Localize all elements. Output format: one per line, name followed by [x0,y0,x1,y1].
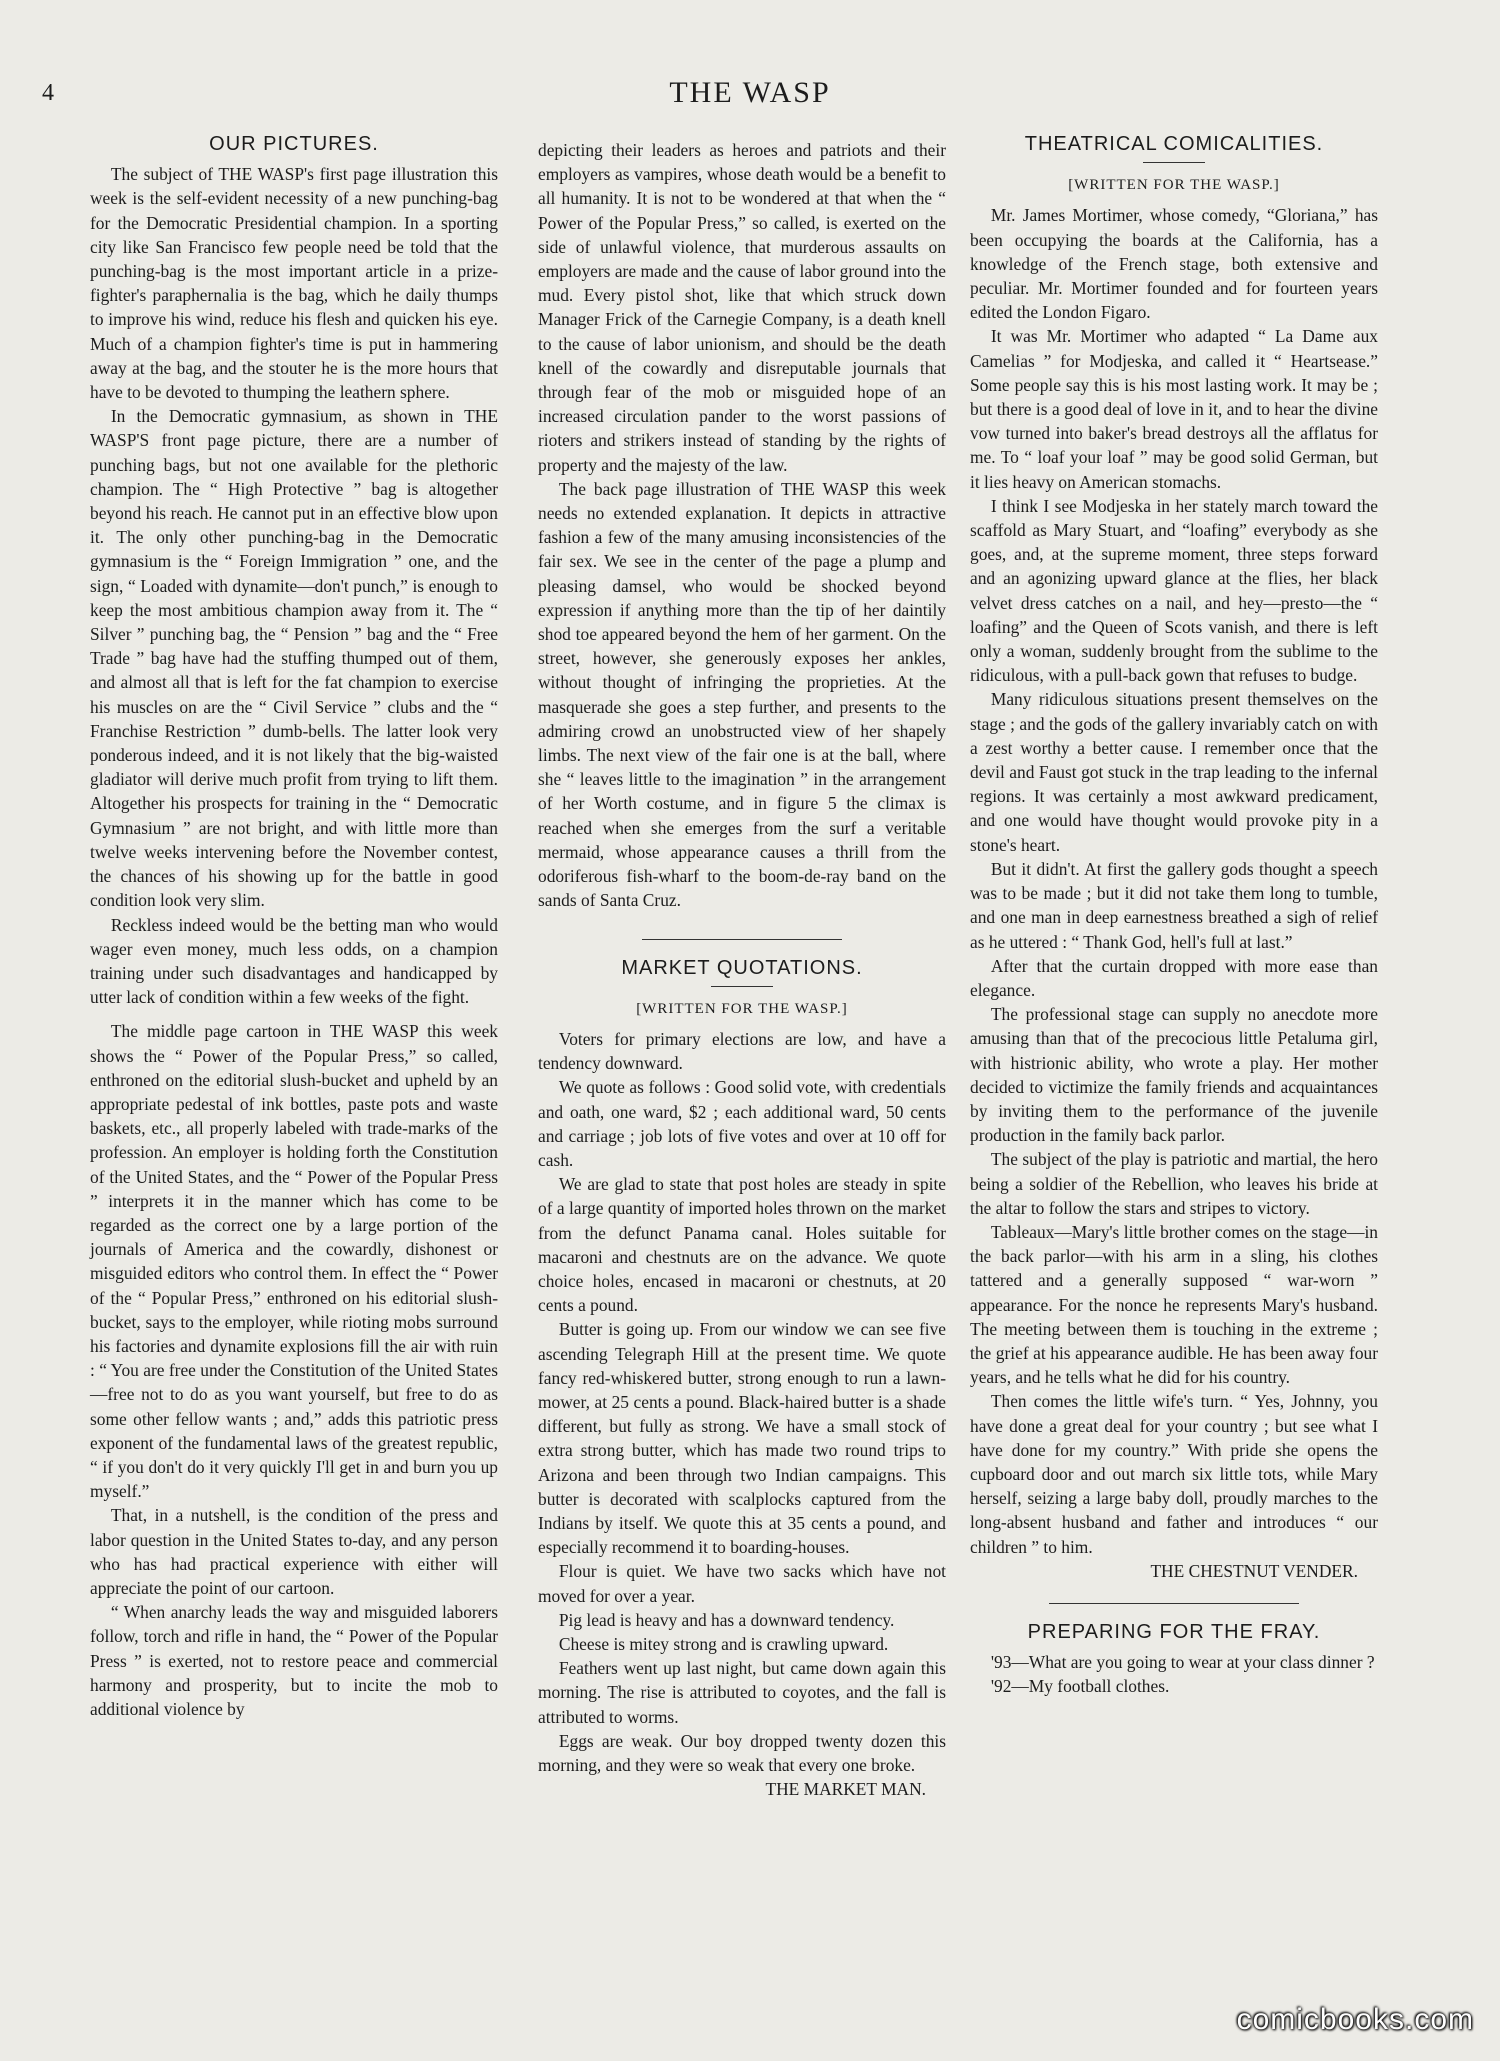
preparing-title: PREPARING FOR THE FRAY. [1027,1620,1321,1643]
our-pictures-paragraph: “ When anarchy leads the way and misguided laborers follow, torch and rifle in hand, the “ Power of the Popular Press ” is exerted, not to restore peace and commercial harmony and prosperity, but to incite the mob to additional violence by [90,1602,498,1719]
theatrical-paragraph: After that the curtain dropped with more ease than elegance. [970,955,1378,1000]
theatrical-paragraph: Mr. James Mortimer, whose comedy, “Gloriana,” has been occupying the boards at the California, has a knowledge of the French stage, both extensive and peculiar. Mr. Mortimer founded and for fourteen years edited the London Figaro. [970,205,1378,323]
market-paragraph: Pig lead is heavy and has a downward tendency. [558,1609,895,1630]
market-paragraph: Eggs are weak. Our boy dropped twenty dozen this morning, and they were so weak that every one broke. [538,1730,946,1775]
title-rule [1143,162,1205,163]
preparing-line: '92—My football clothes. [990,1676,1170,1697]
watermark-logo: comicbooks.com [1236,2003,1474,2036]
theatrical-paragraph: It was Mr. Mortimer who adapted “ La Dame aux Camelias ” for Modjeska, and called it “ Heartsease.” Some people say this is his most lasting work. It may be ; but there is a good deal of love in it, and to hear the divine vow turned into baker's bread destroys all the afflatus for me. To “ loaf your loaf ” may be good solid German, but it lies heavy on American stomachs. [970,326,1378,492]
market-paragraph: Butter is going up. From our window we can see five ascending Telegraph Hill at the present time. We quote fancy red-whiskered butter, strong enough to run a lawn-mower, at 25 cents a pound. Black-haired butter is a shade different, but fully as strong. We have a small stock of extra strong butter, which has made two round trips to Arizona and been through two Indian campaigns. This butter is decorated with scalplocks captured from the Indians by itself. We quote this at 35 cents a pound, and especially recommend it to boarding-houses. [538,1319,946,1558]
theatrical-paragraph: Then comes the little wife's turn. “ Yes, Johnny, you have done a great deal for your country ; but see what I have done for my country.” With pride she opens the cupboard door and out march six little tots, while Mary herself, seizing a large baby doll, proudly marches to the long-absent husband and father and introduces “ our children ” to him. [970,1391,1378,1557]
our-pictures-title: OUR PICTURES. [209,133,379,155]
section-divider [1049,1603,1299,1604]
theatrical-paragraph: Tableaux—Mary's little brother comes on the stage—in the back parlor—with his arm in a sling, his clothes tattered and a generally supposed “ war-worn ” appearance. For the nonce he represents Mary's husband. The meeting between them is touching in the extreme ; the grief at his appearance audible. He has been away four years, and he tells what he did for his country. [970,1221,1378,1388]
page-number: 4 [42,80,54,106]
theatrical-subtitle: [WRITTEN FOR THE WASP.] [1068,177,1280,194]
our-pictures-continuation: depicting their leaders as heroes and patriots and their employers as vampires, whose death would be a benefit to all humanity. It is not to be wondered at that when the “ Power of the Popular Press,” so called, is exerted on the side of unlawful violence, that murderous assaults on employers are made and the cause of labor ground into the mud. Every pistol shot, like that which struck down Manager Frick of the Carnegie Company, is a death knell to the cause of labor unionism, and should be the death knell of the cowardly and disreputable journals that through fear of the mob or misguided hope of an increased circulation pander to the worst passions of rioters and strikers instead of standing by the rights of property and the majesty of the law. [538,140,946,475]
theatrical-paragraph: The subject of the play is patriotic and martial, the hero being a soldier of the Rebellion, who leaves his bride at the altar to follow the stars and stripes to victory. [970,1149,1378,1218]
preparing-line: '93—What are you going to wear at your class dinner ? [990,1652,1375,1673]
market-paragraph: Voters for primary elections are low, and have a tendency downward. [538,1028,946,1074]
market-paragraph: We are glad to state that post holes are steady in spite of a large quantity of imported holes thrown on the market from the defunct Panama canal. Holes suitable for macaroni and chestnuts are on the advance. We quote choice holes, encased in macaroni or chestnuts, at 20 cents a pound. [538,1174,946,1316]
market-quotations-title: MARKET QUOTATIONS. [621,956,863,979]
theatrical-paragraph: The professional stage can supply no anecdote more amusing than that of the precocious little Petaluma girl, with histrionic ability, who wrote a play. Her mother decided to victimize the family friends and acquaintances by inviting them to the performance of the juvenile production in the family back parlor. [970,1004,1378,1146]
our-pictures-paragraph: In the Democratic gymnasium, as shown in THE WASP'S front page picture, there are a number of punching bags, but not one available for the plethoric champion. The “ High Protective ” bag is altogether beyond his reach. He cannot put in an effective blow upon it. The only other punching-bag in the Democratic gymnasium is the “ Foreign Immigration ” one, and the sign, “ Loaded with dynamite—don't punch,” is enough to keep the most ambitious champion away from it. The “ Silver ” punching bag, the “ Pension ” bag and the “ Free Trade ” bag have had the stuffing thumped out of them, and almost all that is left for the fat champion to exercise his muscles on are the “ Civil Service ” clubs and the “ Franchise Restriction ” dumb-bells. The latter look very ponderous indeed, and it is not likely that the big-waisted gladiator will derive much profit from trying to lift them. Altogether his prospects for training in the “ Democratic Gymnasium ” are not bright, and with little more than twelve weeks intervening before the November contest, the chances of his showing up for the battle in good condition look very slim. [90,406,498,911]
column-2 [538,138,946,1801]
theatrical-paragraph: But it didn't. At first the gallery gods thought a speech was to be made ; but it did not take them long to tumble, and one man in deep earnestness breathed a sigh of relief as he uttered : “ Thank God, hell's full at last.” [970,858,1378,952]
theatrical-paragraph: I think I see Modjeska in her stately march toward the scaffold as Mary Stuart, and “loafing” everybody as she goes, and, at the supreme moment, three steps forward and an agonizing upward glance at the flies, her black velvet dress catches on a nail, and hey—presto—the “ loafing” and the Queen of Scots vanish, and there is left only a woman, suddenly brought from the sublime to the ridiculous, with a pull-back gown that refuses to budge. [970,495,1378,686]
theatrical-title: THEATRICAL COMICALITIES. [1024,133,1324,155]
market-paragraph: We quote as follows : Good solid vote, with credentials and oath, one ward, $2 ; each additional ward, 50 cents and carriage ; job lots of five votes and over at 10 off for cash. [538,1077,946,1170]
our-pictures-continuation: The back page illustration of THE WASP this week needs no extended explanation. It depicts in attractive fashion a few of the many amusing inconsistencies of the fair sex. We see in the center of the page a plump and pleasing damsel, who would be shocked beyond expression if anything more than the tip of her daintily shod toe appeared beyond the hem of her garment. On the street, however, she generously exposes her ankles, without thought of infringing the proprieties. At the masquerade she goes a step further, and presents to the admiring crowd an unobstructed view of her shapely limbs. The next view of the fair one is at the ball, where she “ leaves little to the imagination ” in the arrangement of her Worth costume, and in figure 5 the climax is reached when she emerges from the surf a veritable mermaid, whose appearance causes a thrill from the odoriferous fish-wharf to the boom-de-ray band on the sands of Santa Cruz. [538,478,946,911]
our-pictures-paragraph: Reckless indeed would be the betting man who would wager even money, much less odds, on a champion training under such disadvantages and handicapped by utter lack of condition within a few weeks of the fight. [90,914,498,1008]
market-paragraph: Flour is quiet. We have two sacks which have not moved for over a year. [538,1561,946,1606]
market-paragraph: Feathers went up last night, but came down again this morning. The rise is attributed to coyotes, and the fall is attributed to worms. [538,1658,946,1727]
section-divider [642,939,842,940]
our-pictures-paragraph: That, in a nutshell, is the condition of the press and labor question in the United States to-day, and any person who has had practical experience with either will appreciate the point of our cartoon. [90,1505,498,1598]
theatrical-paragraph: Many ridiculous situations present themselves on the stage ; and the gods of the gallery invariably catch on with a zest worthy a better cause. I remember once that the devil and Faust got stuck in the trap leading to the infernal regions. It was certainly a most awkward predicament, and one would have thought would provoke pity in a stone's heart. [970,689,1378,855]
column-1 [90,132,498,1721]
market-signature: THE MARKET MAN. [765,1779,926,1800]
market-paragraph: Cheese is mitey strong and is crawling upward. [558,1633,889,1654]
masthead-title: THE WASP [669,76,831,109]
market-quotations-subtitle: [WRITTEN FOR THE WASP.] [636,1000,848,1017]
column-3 [970,132,1378,1699]
title-rule [711,986,773,987]
our-pictures-paragraph: The middle page cartoon in THE WASP this week shows the “ Power of the Popular Press,” so called, enthroned on the editorial slush-bucket and upheld by an appropriate pedestal of ink bottles, paste pots and waste baskets, etc., all properly labeled with trade-marks of the profession. An employer is holding forth the Constitution of the United States, and the “ Power of the Popular Press ” interprets it in the manner which has come to be regarded as the correct one by a large portion of the journals of America and the cowardly, dishonest or misguided editors who control them. In effect the “ Power of the “ Popular Press,” enthroned on his editorial slush-bucket, says to the employer, while rioting mobs surround his factories and dynamite explosions fill the air with ruin : “ You are free under the Constitution of the United States—free not to do as you want yourself, but free to do as some other fellow wants ; and,” adds this patriotic press exponent of the fundamental laws of the greatest republic, “ if you don't do it very quickly I'll get in and burn you up myself.” [90,1021,498,1502]
our-pictures-paragraph: The subject of THE WASP's first page illustration this week is the self-evident necessity of a new punching-bag for the Democratic Presidential champion. In a sporting city like San Francisco few people need be told that the punching-bag is the most important article in a prize-fighter's paraphernalia is the bag, which he daily thumps to improve his wind, reduce his flesh and quicken his eye. Much of a champion fighter's time is put in hammering away at the bag, and the stouter he is the more hours that have to be devoted to thumping the leathern sphere. [90,164,498,403]
theatrical-signature: THE CHESTNUT VENDER. [1150,1560,1358,1581]
